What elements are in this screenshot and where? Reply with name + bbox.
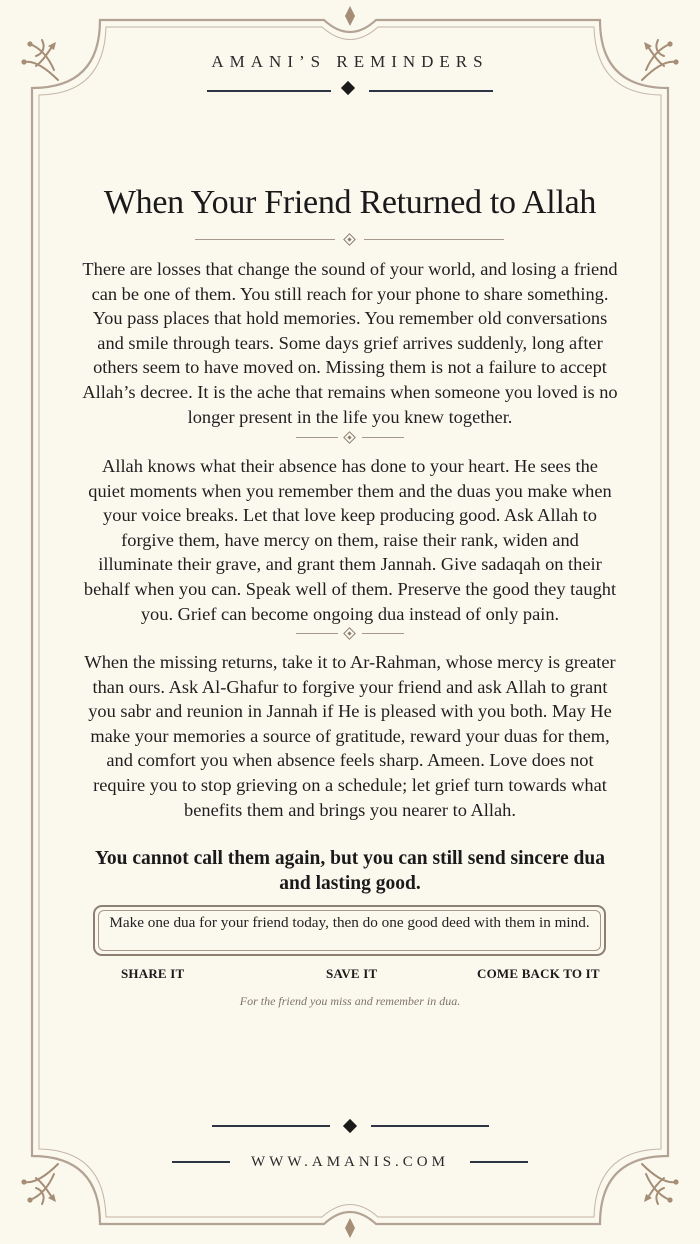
dedication-note: For the friend you miss and remember in dua.: [239, 994, 461, 1008]
header-rule-left: [207, 90, 331, 92]
section-divider-1: [0, 431, 700, 445]
paragraph-2: Allah knows what their absence has done to your heart. He sees the quiet moments when you remember them and the duas you make when your voice breaks. Let that love keep producing good. Ask Allah to forgive them, have mercy on them, raise their rank, widen and illuminate their grave, and grant them Jannah. Give sadaqah on their behalf when you can. Speak well of them. Preserve the good they taught you. Grief can become ongoing dua instead of only pain.: [83, 456, 617, 624]
website-link[interactable]: WWW.AMANIS.COM: [251, 1154, 449, 1170]
paragraph-3: When the missing returns, take it to Ar-Rahman, whose mercy is greater than ours. Ask Al-Ghafur to forgive your friend and ask Allah to grant you sabr and reunion in Jannah if He is pleased with you both. May He make your memories a source of gratitude, reward your duas for them, and comfort you when absence feels sharp. Ameen. Love does not require you to stop grieving on a schedule; let grief turn towards what benefits them and brings you nearer to Allah.: [84, 652, 616, 820]
footer-rule-right: [371, 1125, 489, 1127]
come-back-button[interactable]: COME BACK TO IT: [477, 966, 600, 981]
share-button[interactable]: SHARE IT: [121, 966, 185, 981]
action-prompt-text: Make one dua for your friend today, then do one good deed with them in mind.: [109, 914, 590, 931]
title-divider: [0, 233, 700, 247]
divider-diamond-icon: [343, 233, 356, 246]
emphasis-statement: You cannot call them again, but you can still send sincere dua and lasting good.: [95, 848, 605, 894]
article-title: When Your Friend Returned to Allah: [103, 184, 597, 221]
paragraph-1: There are losses that change the sound of your world, and losing a friend can be one of them. You still reach for your phone to share something. You pass places that hold memories. You remember old conversations and smile through tears. Some days grief arrives suddenly, long after others seem to have moved on. Missing them is not a failure to accept Allah’s decree. It is the ache that remains when someone you loved is no longer present in the life you knew together.: [82, 259, 618, 427]
divider-diamond-icon: [343, 431, 356, 444]
divider-diamond-icon: [343, 627, 356, 640]
action-prompt-box: [93, 905, 606, 956]
section-divider-2: [0, 627, 700, 641]
save-button[interactable]: SAVE IT: [326, 966, 378, 981]
url-rule-right: [470, 1161, 528, 1163]
brand-title: AMANI’S REMINDERS: [211, 52, 489, 71]
header-rule-right: [369, 90, 493, 92]
footer-rule-left: [212, 1125, 330, 1127]
